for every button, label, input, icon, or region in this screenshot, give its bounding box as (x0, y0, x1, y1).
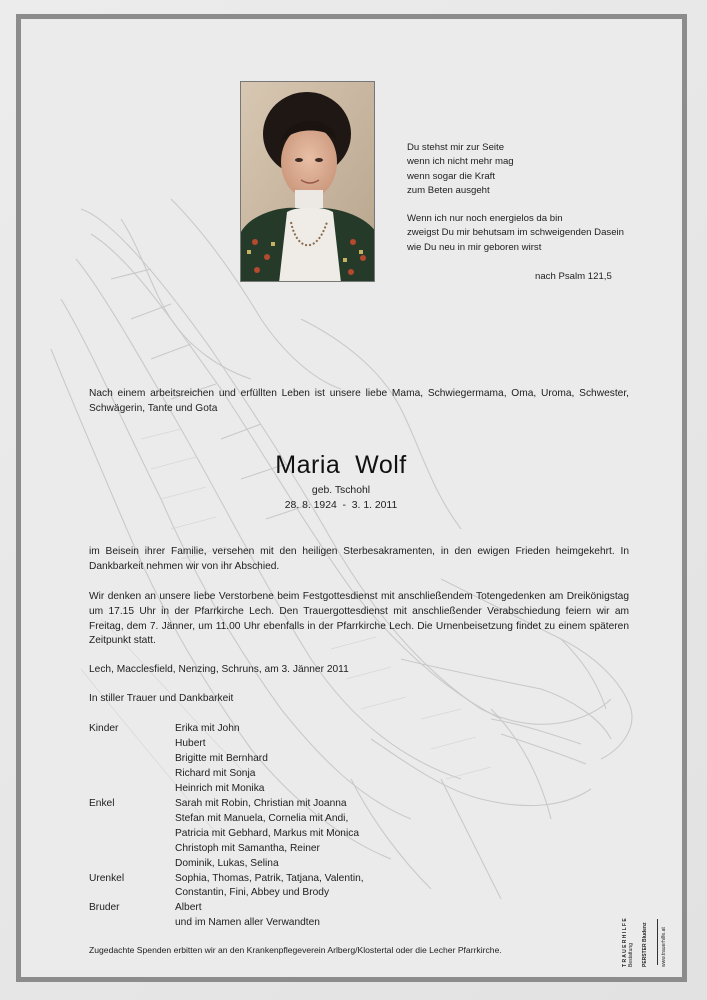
brand-divider (657, 919, 658, 965)
funeral-home-logo (622, 867, 687, 967)
poem-stanza-2 (407, 212, 667, 255)
poem-line: zweigst Du mir behutsam im schweigenden Dasein (407, 227, 625, 239)
passing-paragraph: im Beisein ihrer Familie, versehen mit den heiligen Sterbesakramenten, in den ewigen Frieden heimgekehrt. In Dankbarkeit nehmen wir von ihr Abschied. (89, 546, 629, 572)
family-member: Constantin, Fini, Abbey und Brody (175, 887, 330, 899)
poem-line: wie Du neu in mir geboren wirst (407, 241, 542, 253)
poem-line: Wenn ich nur noch energielos da bin (407, 213, 563, 225)
family-group-enkel (89, 797, 364, 872)
brand-line (661, 927, 667, 967)
poem-line: wenn sogar die Kraft (407, 170, 495, 182)
page-border-frame (16, 14, 687, 982)
brand-line (642, 923, 648, 967)
poem-line: wenn ich nicht mehr mag (407, 156, 514, 168)
family-relation: Urenkel (89, 872, 125, 884)
brand-website: www.trauerhilfe.at (661, 927, 667, 967)
mourning-line: In stiller Trauer und Dankbarkeit (89, 693, 234, 704)
family-member: Christoph mit Samantha, Reiner (175, 842, 320, 854)
family-names (175, 901, 320, 931)
portrait-photo (240, 81, 375, 282)
life-dates: 28. 8. 1924 - 3. 1. 2011 (284, 500, 398, 511)
family-relation: Enkel (89, 797, 115, 809)
place-date-line: Lech, Macclesfield, Nenzing, Schruns, am 3. Jänner 2011 (89, 664, 349, 675)
family-member: Sarah mit Robin, Christian mit Joanna (175, 797, 347, 809)
family-relation: Kinder (89, 723, 119, 734)
family-member: Richard mit Sonja (175, 767, 256, 779)
intro-text: Nach einem arbeitsreichen und erfüllten Leben ist unsere liebe Mama, Schwiegermama, Oma, Uroma, Schwester, Schwägerin, Tante und Gota (89, 388, 629, 414)
family-member: Sophia, Thomas, Patrik, Tatjana, Valentin, (175, 872, 364, 884)
family-member: Erika mit John (175, 723, 240, 734)
family-member: Heinrich mit Monika (175, 782, 265, 794)
family-names (175, 797, 359, 872)
deceased-name: Maria Wolf (275, 451, 407, 479)
family-member: Brigitte mit Bernhard (175, 752, 268, 764)
family-group-urenkel (89, 872, 364, 902)
maiden-name: geb. Tschohl (311, 485, 371, 496)
family-names (175, 722, 268, 797)
service-paragraph: Wir denken an unsere liebe Verstorbene beim Festgottesdienst mit anschließendem Totengedenken am Dreikönigstag um 17.15 Uhr in der Pfarrkirche Lech. Den Trauergottesdienst mit anschließender Verabschiedung feiern wir am Freitag, dem 7. Jänner, um 11.00 Uhr ebenfalls in der Pfarrkirche Lech. Die Urnenbeisetzung findet zu einem späteren Zeitpunkt statt. (89, 591, 629, 647)
brand-sub: Bestattung (628, 943, 634, 967)
family-names (175, 872, 364, 902)
poem-stanza-1 (407, 141, 667, 198)
poem-line: Du stehst mir zur Seite (407, 142, 505, 153)
family-relation: Bruder (89, 902, 120, 914)
family-member: Dominik, Lukas, Selina (175, 857, 279, 869)
family-member: und im Namen aller Verwandten (175, 917, 320, 929)
family-group-kinder (89, 722, 364, 797)
brand-name: T R A U E R H I L F E (622, 918, 628, 967)
poem (407, 141, 667, 269)
poem-line: zum Beten ausgeht (407, 184, 490, 196)
family-member: Hubert (175, 737, 206, 749)
brand-line (622, 918, 634, 967)
family-member: Patricia mit Gebhard, Markus mit Monica (175, 827, 359, 839)
poem-source: nach Psalm 121,5 (535, 271, 612, 282)
family-list (89, 722, 364, 931)
brand-location: PERSTER Bludenz (642, 922, 648, 967)
family-member: Albert (175, 902, 202, 914)
family-member: Stefan mit Manuela, Cornelia mit Andi, (175, 812, 349, 824)
family-group-bruder (89, 901, 364, 931)
donation-note: Zugedachte Spenden erbitten wir an den Krankenpflegeverein Arlberg/Klostertal oder die Lecher Pfarrkirche. (89, 945, 502, 955)
